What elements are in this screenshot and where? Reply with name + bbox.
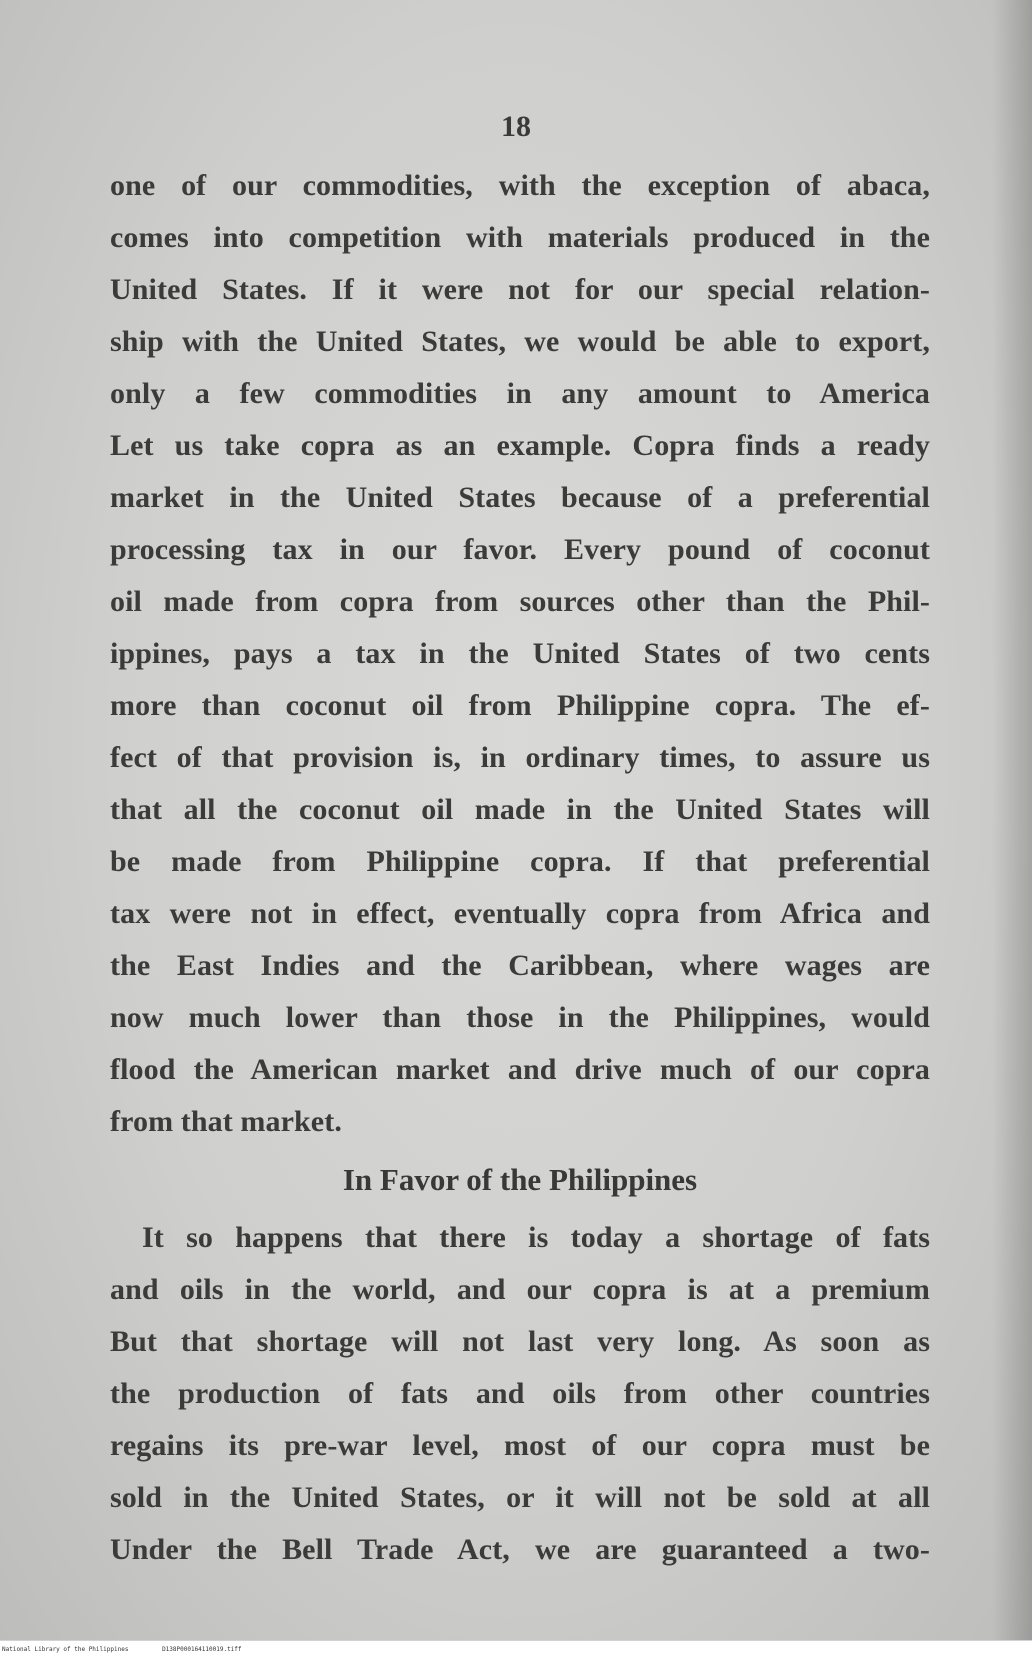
text-line: United States. If it were not for our special relation- bbox=[110, 273, 930, 306]
text-line: comes into competition with materials produced in the bbox=[110, 221, 930, 254]
text-line: one of our commodities, with the exception of abaca, bbox=[110, 169, 930, 202]
text-line: ippines, pays a tax in the United States of two cents bbox=[110, 637, 930, 670]
text-line: and oils in the world, and our copra is at a premium bbox=[110, 1273, 930, 1306]
text-line: market in the United States because of a preferential bbox=[110, 481, 930, 514]
text-line: be made from Philippine copra. If that preferential bbox=[110, 845, 930, 878]
text-line: ship with the United States, we would be able to export, bbox=[110, 325, 930, 358]
text-line: fect of that provision is, in ordinary times, to assure us bbox=[110, 741, 930, 774]
footer-file: D138P000164110019.tiff bbox=[162, 1646, 242, 1653]
text-line: regains its pre-war level, most of our copra must be bbox=[110, 1429, 930, 1462]
text-line: only a few commodities in any amount to America bbox=[110, 377, 930, 410]
text-line: Under the Bell Trade Act, we are guaranteed a two- bbox=[110, 1533, 930, 1566]
page-edge-shadow bbox=[992, 0, 1032, 1640]
scan-footer bbox=[0, 1641, 1032, 1658]
text-line: processing tax in our favor. Every pound of coconut bbox=[110, 533, 930, 566]
text-line: It so happens that there is today a shortage of fats bbox=[142, 1221, 930, 1254]
body-text bbox=[110, 160, 930, 1576]
page-number: 18 bbox=[501, 110, 531, 143]
text-line: tax were not in effect, eventually copra from Africa and bbox=[110, 897, 930, 930]
text-line: oil made from copra from sources other than the Phil- bbox=[110, 585, 930, 618]
text-line: sold in the United States, or it will not be sold at all bbox=[110, 1481, 930, 1514]
text-line: from that market. bbox=[110, 1105, 342, 1138]
text-line: the production of fats and oils from other countries bbox=[110, 1377, 930, 1410]
text-line: Let us take copra as an example. Copra finds a ready bbox=[110, 429, 930, 462]
footer-source: National Library of the Philippines bbox=[2, 1646, 129, 1653]
section-heading: In Favor of the Philippines bbox=[342, 1162, 698, 1197]
text-line: flood the American market and drive much of our copra bbox=[110, 1053, 930, 1086]
text-line: now much lower than those in the Philippines, would bbox=[110, 1001, 930, 1034]
text-line: more than coconut oil from Philippine copra. The ef- bbox=[110, 689, 930, 722]
text-line: that all the coconut oil made in the United States will bbox=[110, 793, 930, 826]
text-line: But that shortage will not last very long. As soon as bbox=[110, 1325, 930, 1358]
text-line: the East Indies and the Caribbean, where wages are bbox=[110, 949, 930, 982]
